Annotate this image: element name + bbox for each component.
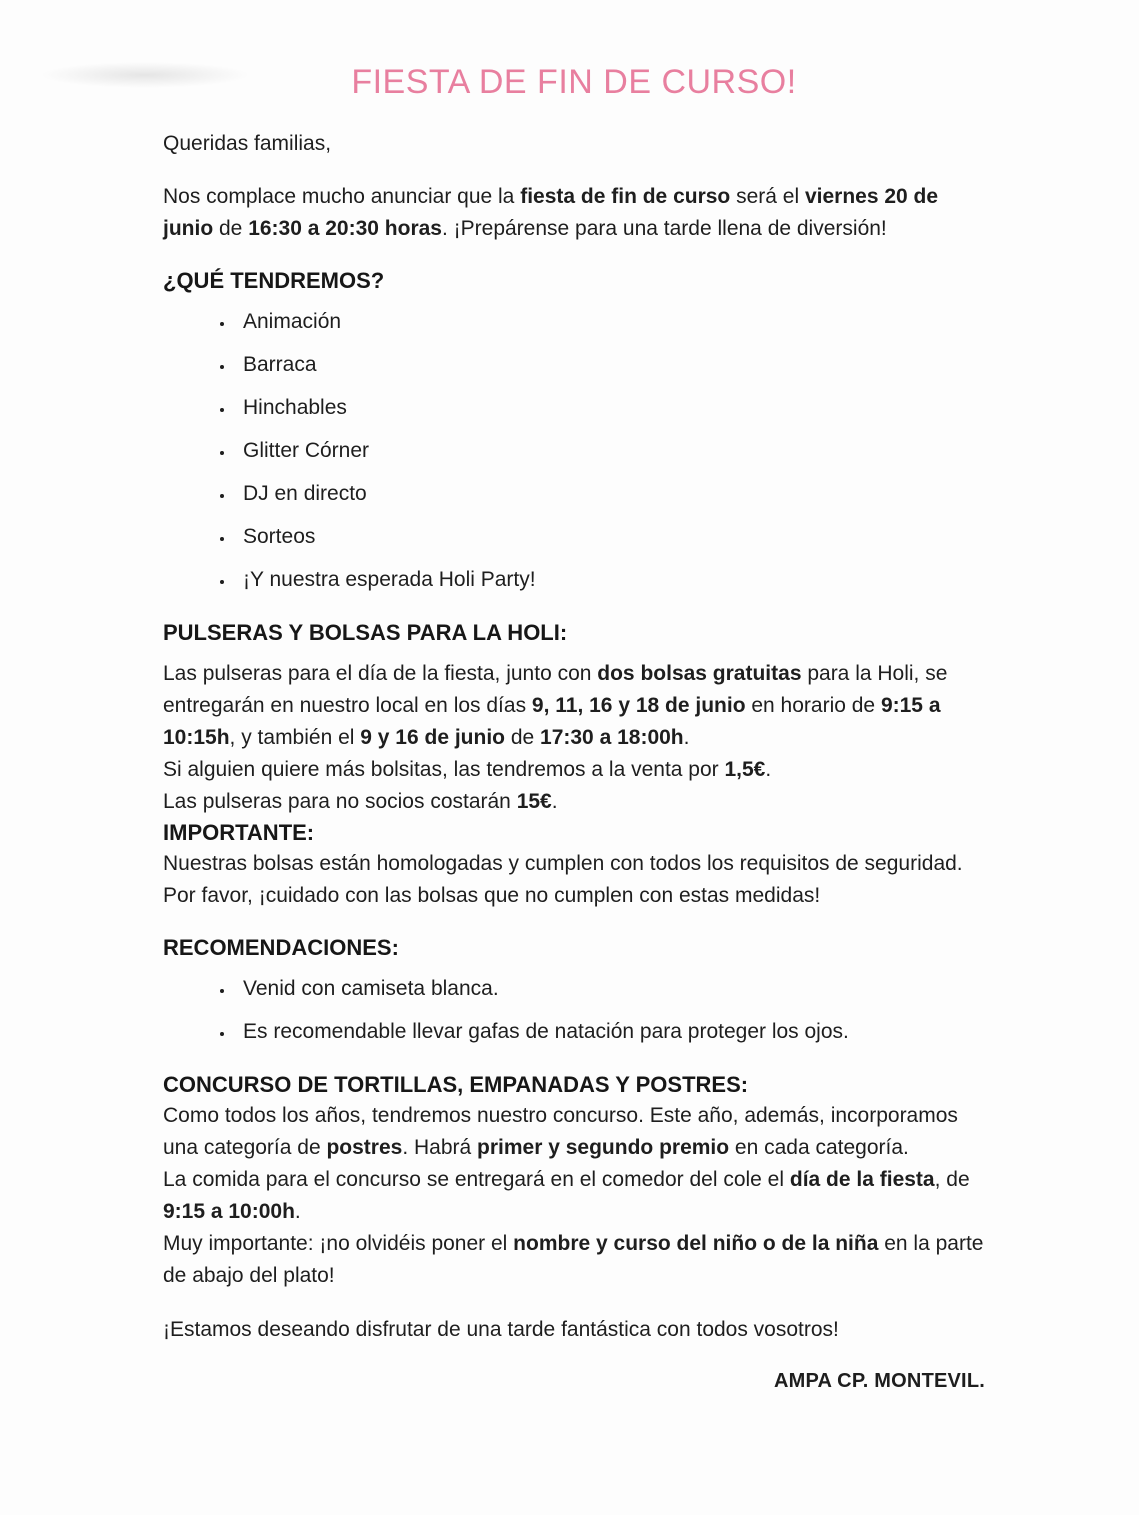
text-run: 9:15 a 10:15h [163, 694, 941, 749]
text-run: será el [730, 185, 805, 208]
text-run: dos bolsas gratuitas [597, 662, 802, 685]
intro-paragraph [163, 181, 985, 245]
text-run: 15€ [516, 790, 552, 813]
text-run: para la Holi, se entregarán en nuestro local en los días [163, 662, 948, 717]
text-run: 1,5€ [724, 758, 766, 781]
list-item: • Es recomendable llevar gafas de natación para proteger los ojos. [235, 1016, 985, 1048]
section-heading-important: IMPORTANTE: [163, 820, 315, 845]
text-run: fiesta de fin de curso [520, 185, 731, 208]
text-run: de [505, 726, 541, 749]
list-item: • Animación [235, 306, 985, 338]
list-item: • ¡Y nuestra esperada Holi Party! [235, 564, 985, 596]
text-run: . ¡Prepárense para una tarde llena de diversión! [441, 217, 887, 240]
signature: AMPA CP. MONTEVIL. [773, 1370, 985, 1392]
text-run: en horario de [745, 694, 881, 717]
text-run: postres [326, 1136, 403, 1159]
section-heading-holi: PULSERAS Y BOLSAS PARA LA HOLI: [163, 620, 568, 645]
text-run: 16:30 a 20:30 horas [248, 217, 442, 240]
section-heading-contest: CONCURSO DE TORTILLAS, EMPANADAS Y POSTRES: [163, 1072, 749, 1097]
text-run: , y también el [229, 726, 361, 749]
text-run: , de [934, 1168, 970, 1191]
holi-extra-line-1 [163, 754, 985, 786]
recommendations-list [163, 973, 985, 1048]
text-run: de [213, 217, 249, 240]
important-paragraph: Nuestras bolsas están homologadas y cumplen con todos los requisitos de seguridad. Por favor, ¡cuidado con las bolsas que no cumplen con estas medidas! [163, 852, 963, 907]
text-run: . [551, 790, 558, 813]
text-run: Las pulseras para el día de la fiesta, junto con [163, 662, 598, 685]
list-item: • Sorteos [235, 521, 985, 553]
text-run: nombre y curso del niño o de la niña [513, 1232, 879, 1255]
text-run: . [294, 1200, 301, 1223]
text-run: 9 y 16 de junio [360, 726, 505, 749]
text-run: primer y segundo premio [477, 1136, 730, 1159]
text-run: viernes 20 de junio [163, 185, 939, 240]
what-list [163, 306, 985, 596]
text-run: en cada categoría. [729, 1136, 909, 1159]
holi-paragraph [163, 658, 985, 754]
text-run: 9:15 a 10:00h [163, 1200, 295, 1223]
text-run: Nos complace mucho anunciar que la [163, 185, 521, 208]
text-run: La comida para el concurso se entregará en el comedor del cole el [163, 1168, 790, 1191]
list-item: • DJ en directo [235, 478, 985, 510]
text-run: en la parte de abajo del plato! [163, 1232, 984, 1287]
document-page [163, 0, 985, 1393]
section-heading-recommendations: RECOMENDACIONES: [163, 935, 399, 960]
list-item: • Hinchables [235, 392, 985, 424]
list-item: • Glitter Córner [235, 435, 985, 467]
greeting: Queridas familias, [163, 132, 332, 155]
contest-paragraph-3 [163, 1228, 985, 1292]
section-heading-what: ¿QUÉ TENDREMOS? [163, 268, 385, 293]
text-run: 17:30 a 18:00h [540, 726, 684, 749]
contest-paragraph-2 [163, 1164, 985, 1228]
text-run: . [765, 758, 772, 781]
list-item: • Venid con camiseta blanca. [235, 973, 985, 1005]
text-run: Muy importante: ¡no olvidéis poner el [163, 1232, 514, 1255]
list-item: • Barraca [235, 349, 985, 381]
closing-line: ¡Estamos deseando disfrutar de una tarde fantástica con todos vosotros! [163, 1318, 839, 1341]
text-run: . Habrá [402, 1136, 478, 1159]
contest-paragraph-1 [163, 1100, 985, 1164]
text-run: Si alguien quiere más bolsitas, las tendremos a la venta por [163, 758, 725, 781]
text-run: Como todos los años, tendremos nuestro concurso. Este año, además, incorporamos una categoría de [163, 1104, 958, 1159]
text-run: Las pulseras para no socios costarán [163, 790, 517, 813]
text-run: 9, 11, 16 y 18 de junio [531, 694, 746, 717]
text-run: . [683, 726, 690, 749]
page-title: FIESTA DE FIN DE CURSO! [351, 63, 797, 101]
text-run: día de la fiesta [789, 1168, 935, 1191]
holi-extra-line-2 [163, 786, 985, 818]
